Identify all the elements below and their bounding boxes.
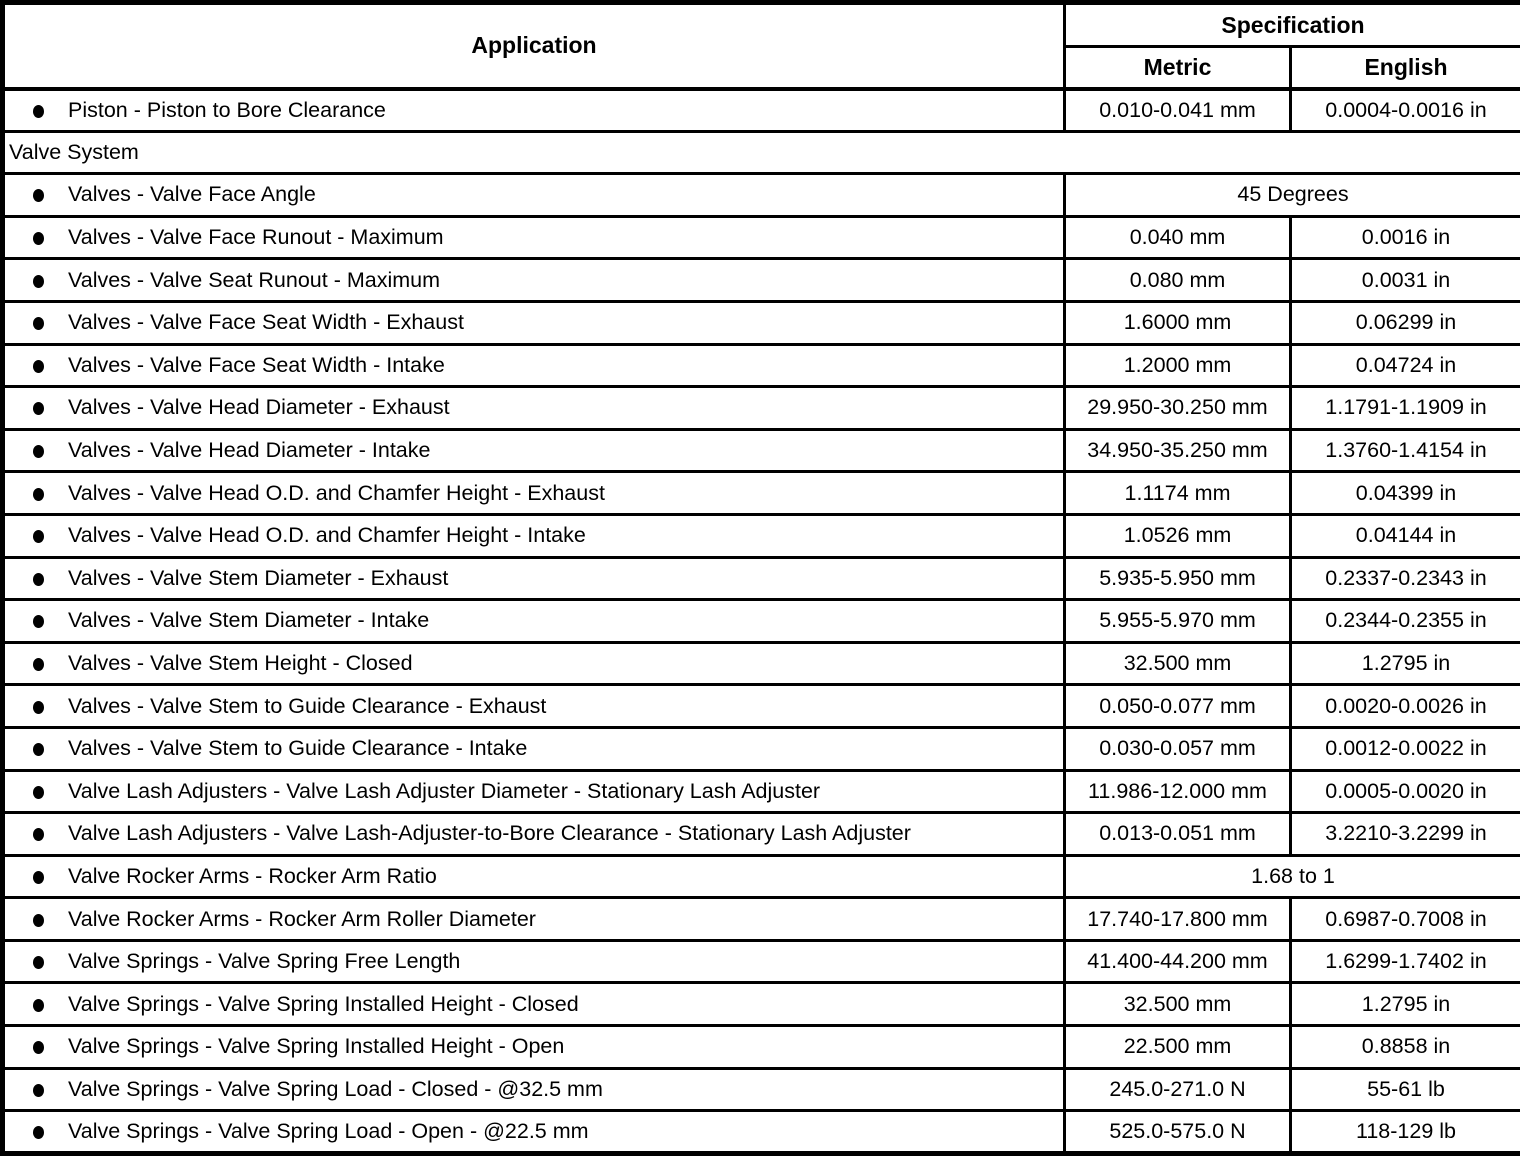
application-cell	[3, 514, 1065, 557]
bullet-icon	[33, 1084, 44, 1097]
metric-value: 1.6000 mm	[1065, 301, 1291, 344]
bullet-icon	[33, 743, 44, 756]
application-cell	[3, 1068, 1065, 1111]
bullet-icon	[33, 658, 44, 671]
application-label: Valves - Valve Head O.D. and Chamfer Height - Exhaust	[68, 480, 605, 505]
metric-value: 32.500 mm	[1065, 983, 1291, 1026]
application-cell	[3, 983, 1065, 1026]
application-cell	[3, 685, 1065, 728]
bullet-icon	[33, 956, 44, 969]
bullet-icon	[33, 402, 44, 415]
metric-value: 1.2000 mm	[1065, 344, 1291, 387]
table-row	[3, 940, 1520, 983]
table-header	[3, 3, 1520, 89]
bullet-icon	[33, 530, 44, 543]
table-row	[3, 642, 1520, 685]
english-value: 0.0031 in	[1291, 259, 1520, 302]
application-cell	[3, 898, 1065, 941]
bullet-icon	[33, 615, 44, 628]
application-label: Valves - Valve Face Seat Width - Exhaust	[68, 310, 464, 335]
application-cell	[3, 216, 1065, 259]
metric-value: 1.1174 mm	[1065, 472, 1291, 515]
english-value: 0.04724 in	[1291, 344, 1520, 387]
table-row	[3, 514, 1520, 557]
table-row	[3, 855, 1520, 898]
application-cell	[3, 727, 1065, 770]
english-value: 0.0004-0.0016 in	[1291, 89, 1520, 132]
application-cell	[3, 770, 1065, 813]
bullet-icon	[33, 1041, 44, 1054]
application-column-header: Application	[3, 3, 1065, 89]
metric-value: 0.080 mm	[1065, 259, 1291, 302]
table-row	[3, 727, 1520, 770]
metric-value: 0.013-0.051 mm	[1065, 813, 1291, 856]
metric-value: 22.500 mm	[1065, 1026, 1291, 1069]
metric-value: 5.955-5.970 mm	[1065, 600, 1291, 643]
bullet-icon	[33, 1126, 44, 1139]
application-cell	[3, 557, 1065, 600]
table-row	[3, 600, 1520, 643]
english-value: 0.06299 in	[1291, 301, 1520, 344]
metric-value: 34.950-35.250 mm	[1065, 429, 1291, 472]
english-value: 0.8858 in	[1291, 1026, 1520, 1069]
specification-value: 45 Degrees	[1065, 174, 1520, 217]
application-cell	[3, 259, 1065, 302]
application-label: Valves - Valve Stem Height - Closed	[68, 651, 413, 676]
bullet-icon	[33, 360, 44, 373]
application-label: Valve Springs - Valve Spring Load - Closed - @32.5 mm	[68, 1076, 603, 1101]
specification-value: 1.68 to 1	[1065, 855, 1520, 898]
english-value: 0.0020-0.0026 in	[1291, 685, 1520, 728]
application-label: Valve Rocker Arms - Rocker Arm Roller Diameter	[68, 906, 536, 931]
metric-value: 0.030-0.057 mm	[1065, 727, 1291, 770]
metric-value: 245.0-271.0 N	[1065, 1068, 1291, 1111]
table-row	[3, 216, 1520, 259]
english-value: 1.2795 in	[1291, 983, 1520, 1026]
bullet-icon	[33, 445, 44, 458]
table-row	[3, 983, 1520, 1026]
application-label: Valves - Valve Face Seat Width - Intake	[68, 352, 445, 377]
table-row	[3, 301, 1520, 344]
metric-value: 11.986-12.000 mm	[1065, 770, 1291, 813]
table-row	[3, 174, 1520, 217]
application-label: Valve Springs - Valve Spring Load - Open - @22.5 mm	[68, 1119, 589, 1144]
application-label: Valves - Valve Stem Diameter - Intake	[68, 608, 430, 633]
bullet-icon	[33, 828, 44, 841]
english-value: 1.2795 in	[1291, 642, 1520, 685]
table-body	[3, 89, 1520, 1154]
application-label: Valves - Valve Head Diameter - Exhaust	[68, 395, 450, 420]
application-cell	[3, 89, 1065, 132]
table-row	[3, 89, 1520, 132]
application-cell	[3, 174, 1065, 217]
english-value: 1.6299-1.7402 in	[1291, 940, 1520, 983]
application-cell	[3, 813, 1065, 856]
table-row	[3, 259, 1520, 302]
application-cell	[3, 429, 1065, 472]
table-row	[3, 387, 1520, 430]
application-cell	[3, 855, 1065, 898]
application-cell	[3, 387, 1065, 430]
bullet-icon	[33, 573, 44, 586]
table-row	[3, 685, 1520, 728]
english-column-header: English	[1291, 47, 1520, 89]
english-value: 0.0016 in	[1291, 216, 1520, 259]
bullet-icon	[33, 105, 44, 118]
application-label: Valves - Valve Face Runout - Maximum	[68, 225, 444, 250]
metric-value: 17.740-17.800 mm	[1065, 898, 1291, 941]
application-cell	[3, 472, 1065, 515]
table-row	[3, 813, 1520, 856]
application-cell	[3, 642, 1065, 685]
bullet-icon	[33, 914, 44, 927]
application-label: Valves - Valve Seat Runout - Maximum	[68, 267, 441, 292]
application-label: Valve Springs - Valve Spring Installed Height - Open	[68, 1034, 565, 1059]
metric-value: 5.935-5.950 mm	[1065, 557, 1291, 600]
section-header-label: Valve System	[3, 131, 1520, 174]
application-label: Valves - Valve Stem to Guide Clearance - Intake	[68, 736, 528, 761]
table-row	[3, 770, 1520, 813]
english-value: 0.2337-0.2343 in	[1291, 557, 1520, 600]
application-label: Valve Springs - Valve Spring Free Length	[68, 949, 461, 974]
english-value: 118-129 lb	[1291, 1111, 1520, 1154]
header-row-top	[3, 3, 1520, 47]
metric-value: 525.0-575.0 N	[1065, 1111, 1291, 1154]
table-row	[3, 1111, 1520, 1154]
bullet-icon	[33, 786, 44, 799]
bullet-icon	[33, 871, 44, 884]
metric-value: 0.040 mm	[1065, 216, 1291, 259]
application-cell	[3, 940, 1065, 983]
table-row	[3, 429, 1520, 472]
metric-value: 32.500 mm	[1065, 642, 1291, 685]
english-value: 0.6987-0.7008 in	[1291, 898, 1520, 941]
application-label: Valves - Valve Head O.D. and Chamfer Height - Intake	[68, 523, 586, 548]
table-row	[3, 1068, 1520, 1111]
english-value: 1.3760-1.4154 in	[1291, 429, 1520, 472]
bullet-icon	[33, 701, 44, 714]
application-cell	[3, 600, 1065, 643]
metric-value: 29.950-30.250 mm	[1065, 387, 1291, 430]
application-label: Valve Springs - Valve Spring Installed Height - Closed	[68, 991, 579, 1016]
specification-column-header: Specification	[1065, 3, 1520, 47]
english-value: 0.0012-0.0022 in	[1291, 727, 1520, 770]
bullet-icon	[33, 275, 44, 288]
application-cell	[3, 344, 1065, 387]
table-row	[3, 344, 1520, 387]
application-cell	[3, 1111, 1065, 1154]
bullet-icon	[33, 317, 44, 330]
application-label: Piston - Piston to Bore Clearance	[68, 97, 386, 122]
english-value: 3.2210-3.2299 in	[1291, 813, 1520, 856]
bullet-icon	[33, 488, 44, 501]
application-cell	[3, 301, 1065, 344]
english-value: 0.0005-0.0020 in	[1291, 770, 1520, 813]
application-label: Valve Lash Adjusters - Valve Lash-Adjuster-to-Bore Clearance - Stationary Lash Adjuster	[68, 821, 911, 846]
english-value: 55-61 lb	[1291, 1068, 1520, 1111]
application-label: Valve Lash Adjusters - Valve Lash Adjuster Diameter - Stationary Lash Adjuster	[68, 778, 821, 803]
bullet-icon	[33, 189, 44, 202]
application-label: Valve Rocker Arms - Rocker Arm Ratio	[68, 863, 437, 888]
metric-value: 1.0526 mm	[1065, 514, 1291, 557]
table-row	[3, 472, 1520, 515]
bullet-icon	[33, 232, 44, 245]
english-value: 1.1791-1.1909 in	[1291, 387, 1520, 430]
table-row	[3, 1026, 1520, 1069]
table-row	[3, 898, 1520, 941]
bullet-icon	[33, 999, 44, 1012]
application-label: Valves - Valve Stem Diameter - Exhaust	[68, 565, 449, 590]
table-row	[3, 557, 1520, 600]
metric-value: 0.010-0.041 mm	[1065, 89, 1291, 132]
application-label: Valves - Valve Stem to Guide Clearance - Exhaust	[68, 693, 547, 718]
english-value: 0.04399 in	[1291, 472, 1520, 515]
application-label: Valves - Valve Face Angle	[68, 182, 316, 207]
english-value: 0.04144 in	[1291, 514, 1520, 557]
metric-value: 41.400-44.200 mm	[1065, 940, 1291, 983]
english-value: 0.2344-0.2355 in	[1291, 600, 1520, 643]
application-cell	[3, 1026, 1065, 1069]
metric-value: 0.050-0.077 mm	[1065, 685, 1291, 728]
application-label: Valves - Valve Head Diameter - Intake	[68, 438, 431, 463]
table-row	[3, 131, 1520, 174]
metric-column-header: Metric	[1065, 47, 1291, 89]
